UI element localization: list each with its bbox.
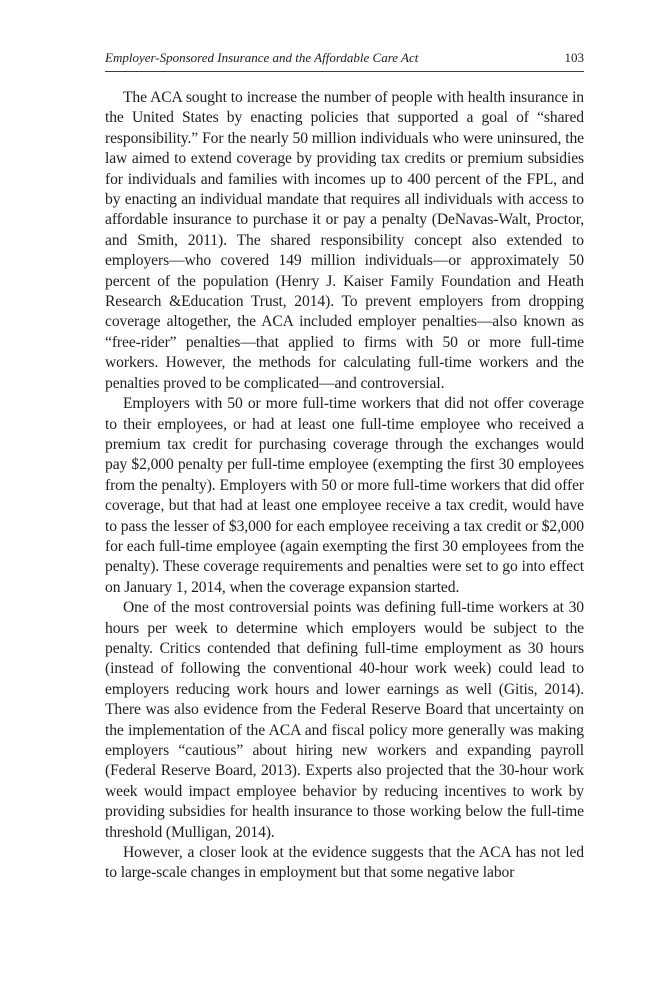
body-text [105, 88, 584, 884]
paragraph: One of the most controversial points was defining full-time workers at 30 hours per week to determine which employers would be subject to the penalty. Critics contended that defining full-time employment as 30 hours (instead of following the conventional 40-hour work week) could lead to employers reducing work hours and lower earnings as well (Gitis, 2014). There was also evidence from the Federal Reserve Board that uncertainty on the implementation of the ACA and fiscal policy more generally was making employers “cautious” about hiring new workers and expanding payroll (Federal Reserve Board, 2013). Experts also projected that the 30-hour work week would impact employee behavior by reducing incentives to work by providing subsidies for health insurance to those working below the full-time threshold (Mulligan, 2014). [105, 599, 584, 841]
page-number: 103 [564, 50, 584, 65]
paragraph: However, a closer look at the evidence suggests that the ACA has not led to large-scale changes in employment but that some negative labor [105, 844, 584, 882]
running-title: Employer-Sponsored Insurance and the Affordable Care Act [105, 50, 419, 65]
paragraph: The ACA sought to increase the number of people with health insurance in the United States by enacting policies that supported a goal of “shared responsibility.” For the nearly 50 million individuals who were uninsured, the law aimed to extend coverage by providing tax credits or premium subsidies for individuals and families with incomes up to 400 percent of the FPL, and by enacting an individual mandate that requires all individuals with access to affordable insurance to purchase it or pay a penalty (DeNavas-Walt, Proctor, and Smith, 2011). The shared responsibility concept also extended to employers—who covered 149 million individuals—or approximately 50 percent of the population (Henry J. Kaiser Family Foundation and Heath Research &Education Trust, 2014). To prevent employers from dropping coverage altogether, the ACA included employer penalties—also known as “free-rider” penalties—that applied to firms with 50 or more full-time workers. However, the methods for calculating full-time workers and the penalties proved to be complicated—and controversial. [105, 89, 584, 392]
paragraph: Employers with 50 or more full-time workers that did not offer coverage to their employees, or had at least one full-time employee who received a premium tax credit for purchasing coverage through the exchanges would pay $2,000 penalty per full-time employee (exempting the first 30 employees from the penalty). Employers with 50 or more full-time workers that did offer coverage, but that had at least one employee receive a tax credit, would have to pass the lesser of $3,000 for each employee receiving a tax credit or $2,000 for each full-time employee (again exempting the first 30 employees from the penalty). These coverage requirements and penalties were set to go into effect on January 1, 2014, when the coverage expansion started. [105, 395, 584, 596]
running-header [105, 49, 584, 72]
